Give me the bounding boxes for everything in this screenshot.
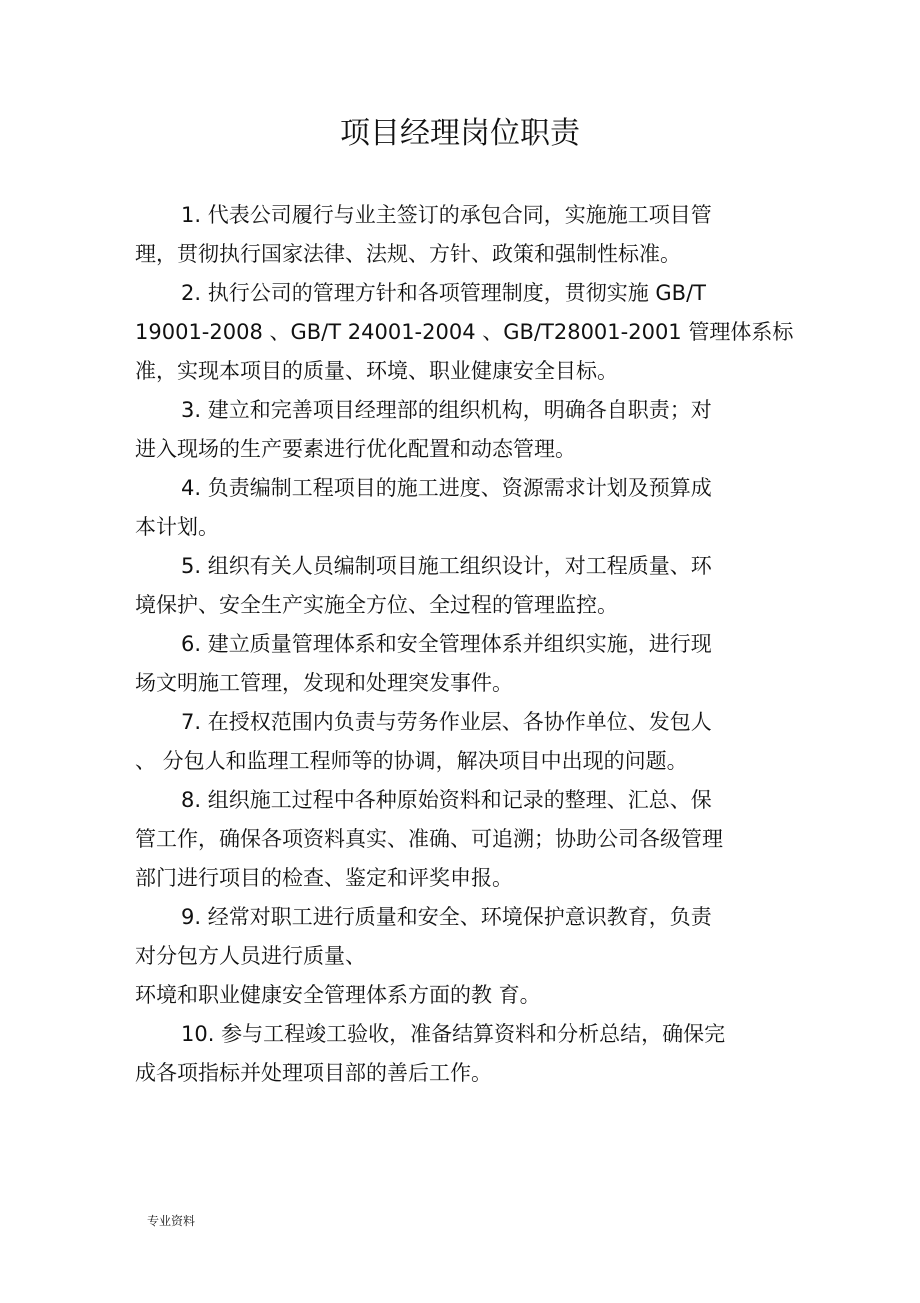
paragraph-line: 准，实现本项目的质量、环境、职业健康安全目标。 — [135, 359, 618, 383]
paragraph-line: 本计划。 — [135, 515, 219, 539]
duty-item-7 — [135, 703, 785, 781]
paragraph-line: 2. 执行公司的管理方针和各项管理制度，贯彻实施 GB/T — [181, 281, 706, 305]
duty-item-9 — [135, 898, 785, 1015]
paragraph-line: 成各项指标并处理项目部的善后工作。 — [135, 1061, 492, 1085]
paragraph-line: 1. 代表公司履行与业主签订的承包合同，实施施工项目管 — [181, 203, 712, 227]
paragraph-line: 进入现场的生产要素进行优化配置和动态管理。 — [135, 437, 576, 461]
paragraph-line: 4. 负责编制工程项目的施工进度、资源需求计划及预算成 — [181, 476, 712, 500]
duty-item-10 — [135, 1015, 785, 1093]
document-body — [135, 196, 794, 1093]
duty-item-5 — [135, 547, 785, 625]
duty-item-4 — [135, 469, 785, 547]
paragraph-line: 对分包方人员进行质量、 — [135, 944, 366, 968]
document-title: 项目经理岗位职责 — [340, 116, 580, 151]
paragraph-line: 10. 参与工程竣工验收，准备结算资料和分析总结，确保完 — [181, 1022, 726, 1046]
paragraph-line: 7. 在授权范围内负责与劳务作业层、各协作单位、发包人 — [181, 710, 712, 734]
paragraph-line: 3. 建立和完善项目经理部的组织机构，明确各自职责；对 — [181, 398, 712, 422]
duty-item-2 — [135, 274, 794, 391]
paragraph-line: 部门进行项目的检查、鉴定和评奖申报。 — [135, 866, 513, 890]
paragraph-line: 9. 经常对职工进行质量和安全、环境保护意识教育，负责 — [181, 905, 712, 929]
paragraph-line: 6. 建立质量管理体系和安全管理体系并组织实施，进行现 — [181, 632, 712, 656]
paragraph-line: 环境和职业健康安全管理体系方面的教 育。 — [135, 983, 541, 1007]
footer-label: 专业资料 — [147, 1214, 196, 1228]
duty-item-8 — [135, 781, 785, 898]
paragraph-line: 5. 组织有关人员编制项目施工组织设计，对工程质量、环 — [181, 554, 712, 578]
paragraph-line: 理，贯彻执行国家法律、法规、方针、政策和强制性标准。 — [135, 242, 681, 266]
paragraph-line: 场文明施工管理，发现和处理突发事件。 — [135, 671, 513, 695]
paragraph-line: 管工作，确保各项资料真实、准确、可追溯；协助公司各级管理 — [135, 827, 723, 851]
duty-item-6 — [135, 625, 785, 703]
duty-item-3 — [135, 391, 785, 469]
paragraph-line: 8. 组织施工过程中各种原始资料和记录的整理、汇总、保 — [181, 788, 712, 812]
paragraph-line: 、 分包人和监理工程师等的协调，解决项目中出现的问题。 — [135, 749, 688, 773]
paragraph-line: 境保护、安全生产实施全方位、全过程的管理监控。 — [135, 593, 618, 617]
duty-item-1 — [135, 196, 785, 274]
paragraph-line: 19001-2008 、GB/T 24001-2004 、GB/T28001-2001 管理体系标 — [135, 320, 794, 344]
